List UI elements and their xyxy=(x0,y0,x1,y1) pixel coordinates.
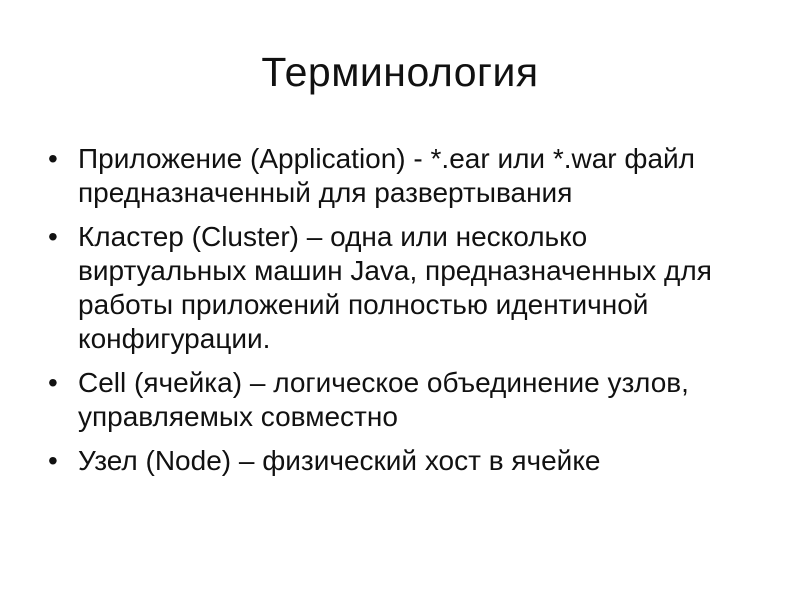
bullet-dot-icon: • xyxy=(48,445,58,476)
bullet-item-cluster xyxy=(46,220,746,356)
bullet-item-cell xyxy=(46,366,746,434)
bullet-dot-icon: • xyxy=(48,367,58,398)
bullet-dot-icon: • xyxy=(48,143,58,174)
bullet-item-node xyxy=(46,444,746,478)
bullet-text: Приложение (Application) - *.ear или *.war файл предназначенный для развертывания xyxy=(78,143,695,208)
bullet-dot-icon: • xyxy=(48,221,58,252)
slide-title: Терминология xyxy=(261,49,539,95)
bullet-text: Cell (ячейка) – логическое объединение узлов, управляемых совместно xyxy=(78,367,689,432)
bullet-item-application xyxy=(46,142,746,210)
bullet-text: Узел (Node) – физический хост в ячейке xyxy=(78,445,601,476)
bullet-text: Кластер (Cluster) – одна или несколько виртуальных машин Java, предназначенных для работы приложений полностью идентичной конфигурации. xyxy=(78,221,712,354)
bullet-list xyxy=(46,142,746,488)
